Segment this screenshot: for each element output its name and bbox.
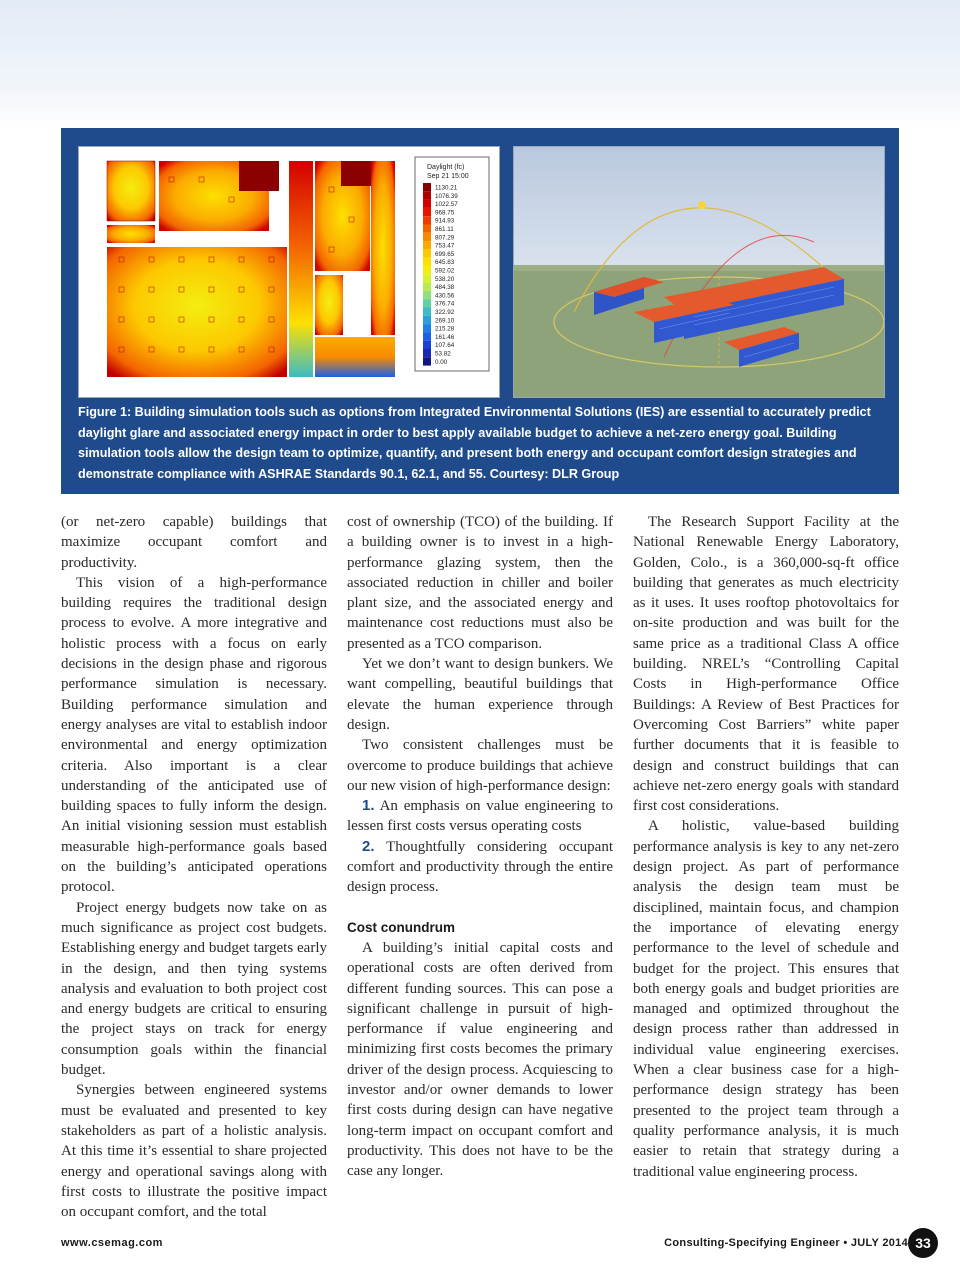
legend-value: 107.64: [435, 342, 455, 350]
section-heading: Cost conundrum: [347, 919, 455, 935]
figure-caption: Figure 1: Building simulation tools such as options from Integrated Environmental Solutions (IES) are essential to accurately predict daylight glare and associated energy impact in order to best apply available budget to achieve a net-zero energy goal. Building simulation tools allow the design team to optimize, quantify, and present both energy and occupant comfort design strategies and demonstrate compliance with ASHRAE Standards 90.1, 62.1, and 55. Courtesy: DLR Group: [78, 405, 871, 481]
paragraph: This vision of a high-performance building requires the traditional design process to evolve. A more integrative and holistic process with a focus on early decisions in the design phase and rigorous performance simulation is necessary. Building performance simulation and energy analyses are vital to establish indoor environmental and energy optimization criteria. Also important is a clear understanding of the anticipated use of building spaces to fully inform the design. An initial visioning session must establish measurable high-performance goals based on the building’s anticipated operations protocol.: [61, 574, 327, 896]
legend-value: 645.83: [435, 259, 455, 267]
list-number: 2.: [362, 837, 375, 855]
legend-swatch: [423, 191, 431, 199]
legend-swatch: [423, 183, 431, 191]
legend-value: 807.29: [435, 234, 455, 242]
3d-model-graphic: [514, 147, 884, 397]
legend-value: 484.38: [435, 284, 455, 292]
legend-swatch: [423, 208, 431, 216]
paragraph: (or net-zero capable) buildings that maximize occupant comfort and productivity.: [61, 514, 327, 571]
paragraph: Synergies between engineered systems must be evaluated and presented to key stakeholders as part of a holistic analysis. At this time it’s essential to share projected energy and operational savings along with first costs to illustrate the positive impact on occupant comfort, and the total: [61, 1082, 327, 1221]
legend-value: 1076.39: [435, 192, 458, 200]
list-text: An emphasis on value engineering to lessen first costs versus operating costs: [347, 798, 613, 835]
legend-value: 376.74: [435, 300, 455, 308]
legend-swatch: [423, 357, 431, 365]
legend-swatch: [423, 283, 431, 291]
list-text: Thoughtfully considering occupant comfort and productivity through the entire design process.: [347, 838, 613, 896]
legend-value: 1130.21: [435, 184, 458, 192]
paragraph: cost of ownership (TCO) of the building. If a building owner is to invest in a high-performance glazing system, then the associated reduction in chiller and boiler plant size, and the associated energy and maintenance cost reductions must also be presented as a TCO comparison.: [347, 514, 613, 652]
top-gradient-band: [0, 0, 960, 130]
legend-value: 914.93: [435, 217, 455, 225]
legend-swatch: [423, 308, 431, 316]
legend-swatch: [423, 225, 431, 233]
legend-swatch: [423, 266, 431, 274]
legend-value: 269.10: [435, 317, 455, 325]
legend-value: 538.20: [435, 275, 455, 283]
list-item-2: [347, 837, 613, 898]
legend-swatch: [423, 241, 431, 249]
legend-value: 861.11: [435, 226, 454, 233]
legend-swatch: [423, 258, 431, 266]
legend-value: 430.56: [435, 292, 455, 300]
legend-value: 1022.57: [435, 201, 458, 209]
legend-swatch: [423, 249, 431, 257]
paragraph: The Research Support Facility at the National Renewable Energy Laboratory, Golden, Colo., is a 360,000-sq-ft office building that generates as much electricity as it uses. It uses rooftop photovoltaics for on-site production and was built for the same price as a traditional Class A office building. NREL’s “Controlling Capital Costs in High-performance Office Buildings: A Review of Best Practices for Overcoming Cost Barriers” white paper further documents that it is feasible to design and construct buildings that can achieve net-zero energy goals with standard first cost considerations.: [633, 514, 899, 815]
paragraph: Yet we don’t want to design bunkers. We want compelling, beautiful buildings that elevate the human experience through design.: [347, 656, 613, 733]
footer-website: www.csemag.com: [61, 1237, 163, 1249]
daylight-floorplan-graphic: [79, 147, 499, 397]
legend-value: 753.47: [435, 242, 455, 250]
legend-value: 161.46: [435, 333, 455, 341]
footer-publication: Consulting-Specifying Engineer • JULY 2014: [664, 1237, 908, 1249]
legend-swatch: [423, 216, 431, 224]
legend-swatch: [423, 233, 431, 241]
legend-value: 699.65: [435, 250, 455, 258]
list-item-1: [347, 796, 613, 837]
article-column-3: [633, 512, 899, 1182]
legend-swatch: [423, 332, 431, 340]
legend-value: 0.00: [435, 358, 448, 366]
legend-value: 53.82: [435, 350, 451, 358]
legend-swatch: [423, 274, 431, 282]
article-column-2: [347, 512, 613, 1182]
list-number: 1.: [362, 797, 375, 815]
legend-value: 322.92: [435, 309, 455, 316]
paragraph: A building’s initial capital costs and operational costs are often derived from different funding sources. This can pose a significant challenge in pursuit of high-performance if value engineering and minimizing first costs becomes the primary driver of the design process. Acquiescing to investor and/or owner demands to lower first costs during design can have negative long-term impact on occupant comfort and productivity. This does not have to be the case any longer.: [347, 939, 613, 1180]
3d-building-model-image: [513, 146, 885, 398]
legend-swatch: [423, 341, 431, 349]
legend-swatch: [423, 299, 431, 307]
legend-date: Sep 21 15:00: [427, 173, 469, 180]
figure-panel: [61, 128, 899, 494]
legend-swatch: [423, 324, 431, 332]
legend-value: 215.28: [435, 325, 455, 333]
paragraph: Two consistent challenges must be overcome to produce buildings that achieve our new vision of high-performance design:: [347, 737, 613, 794]
paragraph: Project energy budgets now take on as much significance as project cost budgets. Establishing energy and budget targets early in the design, and then tying systems analysis and evaluation to both project cost and energy budgets are critical to ensuring the project stays on track for energy consumption goals within the financial budget.: [61, 899, 327, 1079]
legend-swatch: [423, 291, 431, 299]
legend-value: 968.75: [435, 209, 455, 217]
legend-swatch: [423, 349, 431, 357]
legend-title: Daylight (fc): [427, 164, 465, 171]
paragraph: A holistic, value-based building performance analysis is key to any net-zero design project. As part of performance analysis the design team must be disciplined, maintain focus, and champion the importance of elevating energy performance to the level of schedule and budget for the project. This ensures that both energy goals and budget priorities are managed and optimized throughout the design process rather than addressed in individual value engineering exercises. When a clear business case for a high-performance design strategy has been presented to the project team through a quality performance analysis, it is much easier to retain that strategy during a traditional value engineering process.: [633, 818, 899, 1180]
legend-value: 592.02: [435, 267, 455, 275]
daylight-simulation-image: [78, 146, 500, 398]
article-column-1: [61, 512, 327, 1222]
legend-swatch: [423, 316, 431, 324]
legend-swatch: [423, 200, 431, 208]
page-number: 33: [908, 1228, 938, 1258]
